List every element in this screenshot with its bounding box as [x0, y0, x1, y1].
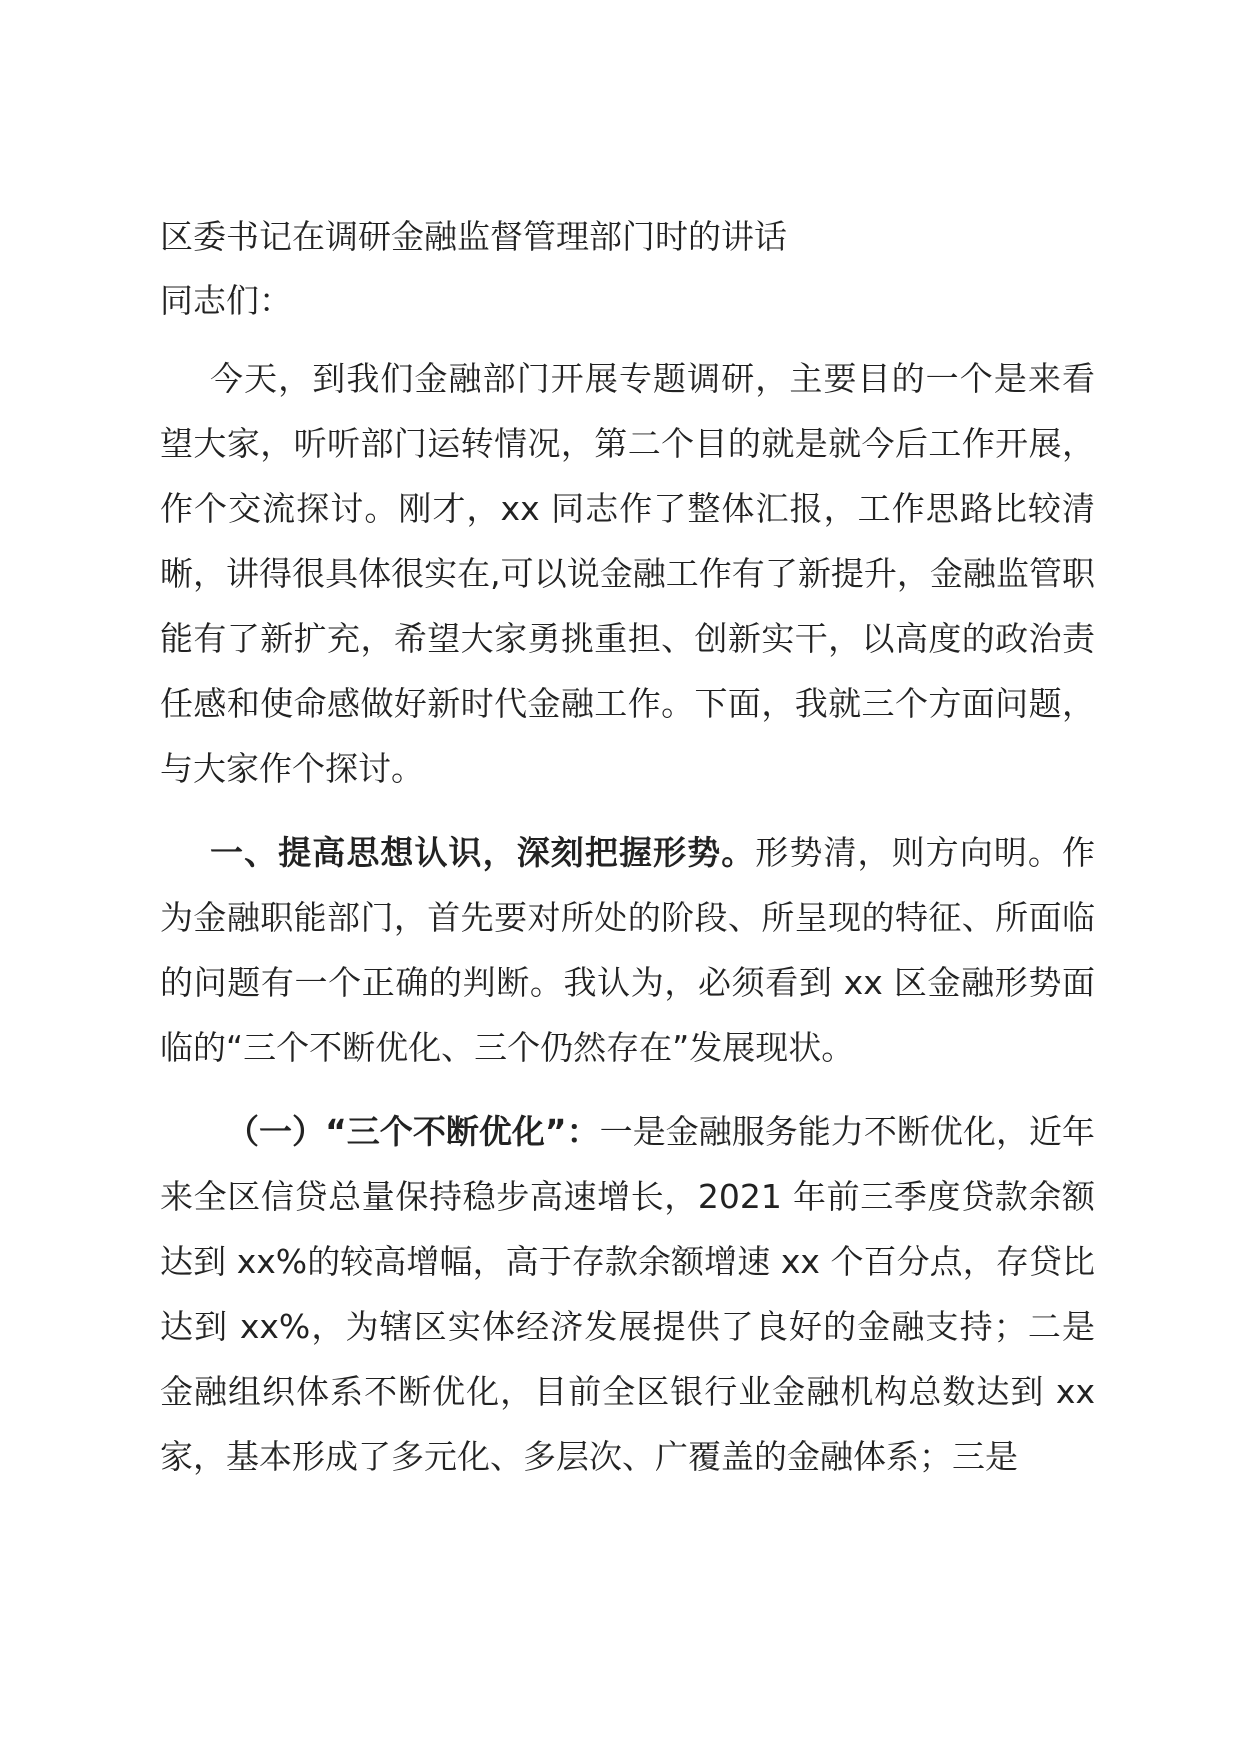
section-1-body: 形势清，则方向明。作为金融职能部门，首先要对所处的阶段、所呈现的特征、所面临的问题有一个正确的判断。我认为，必须看到 xx 区金融形势面临的“三个不断优化、三个仍然存在”发展现状。 [160, 833, 1096, 1067]
document-page [160, 212, 1095, 1508]
document-title: 区委书记在调研金融监督管理部门时的讲话 [160, 217, 787, 256]
intro-paragraph: 今天，到我们金融部门开展专题调研，主要目的一个是来看望大家，听听部门运转情况，第二个目的就是就今后工作开展，作个交流探讨。刚才，xx 同志作了整体汇报，工作思路比较清晰，讲得很具体很实在,可以说金融工作有了新提升，金融监管职能有了新扩充，希望大家勇挑重担、创新实干，以高度的政治责任感和使命感做好新时代金融工作。下面，我就三个方面问题，与大家作个探讨。 [160, 359, 1095, 788]
subsection-1-body: 一是金融服务能力不断优化，近年来全区信贷总量保持稳步高速增长，2021 年前三季度贷款余额达到 xx%的较高增幅，高于存款余额增速 xx 个百分点，存贷比达到 xx%，为辖区实体经济发展提供了良好的金融支持；二是金融组织体系不断优化，目前全区银行业金融机构总数达到 xx 家，基本形成了多元化、多层次、广覆盖的金融体系；三是 [160, 1112, 1095, 1476]
subsection-1-heading: （一）“三个不断优化”： [226, 1112, 600, 1151]
section-1-paragraph [160, 820, 1095, 1080]
salutation: 同志们： [160, 281, 292, 320]
subsection-1-paragraph [160, 1099, 1095, 1489]
section-1-heading: 一、提高思想认识，深刻把握形势。 [210, 833, 756, 872]
